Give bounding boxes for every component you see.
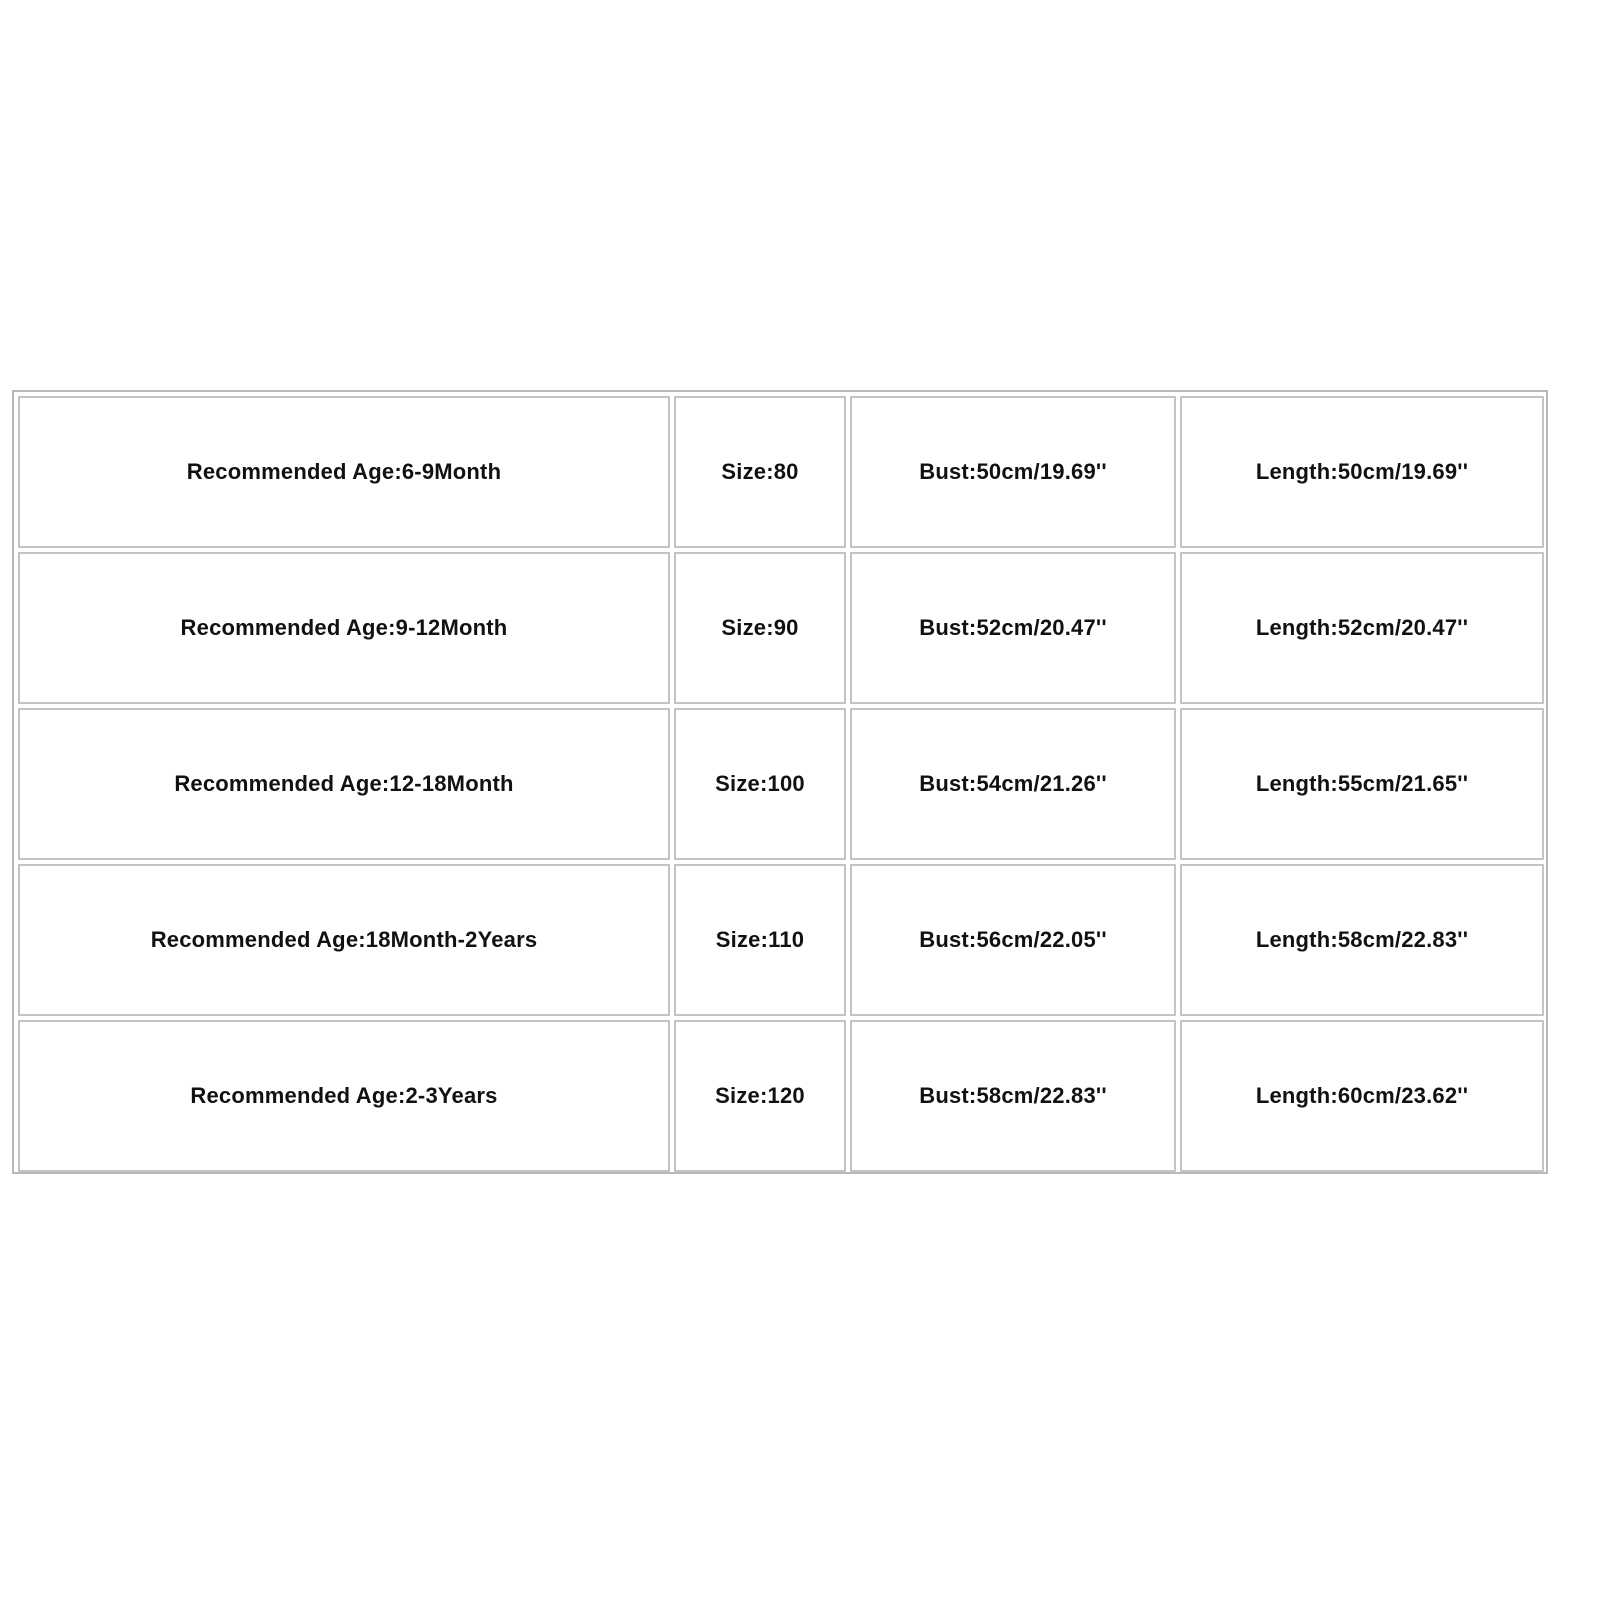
bust-cell: Bust:54cm/21.26'' — [850, 708, 1176, 860]
age-cell: Recommended Age:12-18Month — [18, 708, 670, 860]
size-chart — [12, 390, 1548, 1174]
table-row — [18, 396, 1544, 548]
bust-cell: Bust:52cm/20.47'' — [850, 552, 1176, 704]
age-cell: Recommended Age:18Month-2Years — [18, 864, 670, 1016]
age-cell: Recommended Age:2-3Years — [18, 1020, 670, 1172]
length-cell: Length:58cm/22.83'' — [1180, 864, 1544, 1016]
table-row — [18, 552, 1544, 704]
length-cell: Length:50cm/19.69'' — [1180, 396, 1544, 548]
table-row — [18, 708, 1544, 860]
size-chart-table — [14, 392, 1548, 1176]
bust-cell: Bust:58cm/22.83'' — [850, 1020, 1176, 1172]
size-cell: Size:90 — [674, 552, 846, 704]
length-cell: Length:55cm/21.65'' — [1180, 708, 1544, 860]
table-row — [18, 1020, 1544, 1172]
size-cell: Size:80 — [674, 396, 846, 548]
size-cell: Size:110 — [674, 864, 846, 1016]
bust-cell: Bust:50cm/19.69'' — [850, 396, 1176, 548]
size-cell: Size:100 — [674, 708, 846, 860]
age-cell: Recommended Age:6-9Month — [18, 396, 670, 548]
length-cell: Length:52cm/20.47'' — [1180, 552, 1544, 704]
table-row — [18, 864, 1544, 1016]
bust-cell: Bust:56cm/22.05'' — [850, 864, 1176, 1016]
age-cell: Recommended Age:9-12Month — [18, 552, 670, 704]
length-cell: Length:60cm/23.62'' — [1180, 1020, 1544, 1172]
size-cell: Size:120 — [674, 1020, 846, 1172]
